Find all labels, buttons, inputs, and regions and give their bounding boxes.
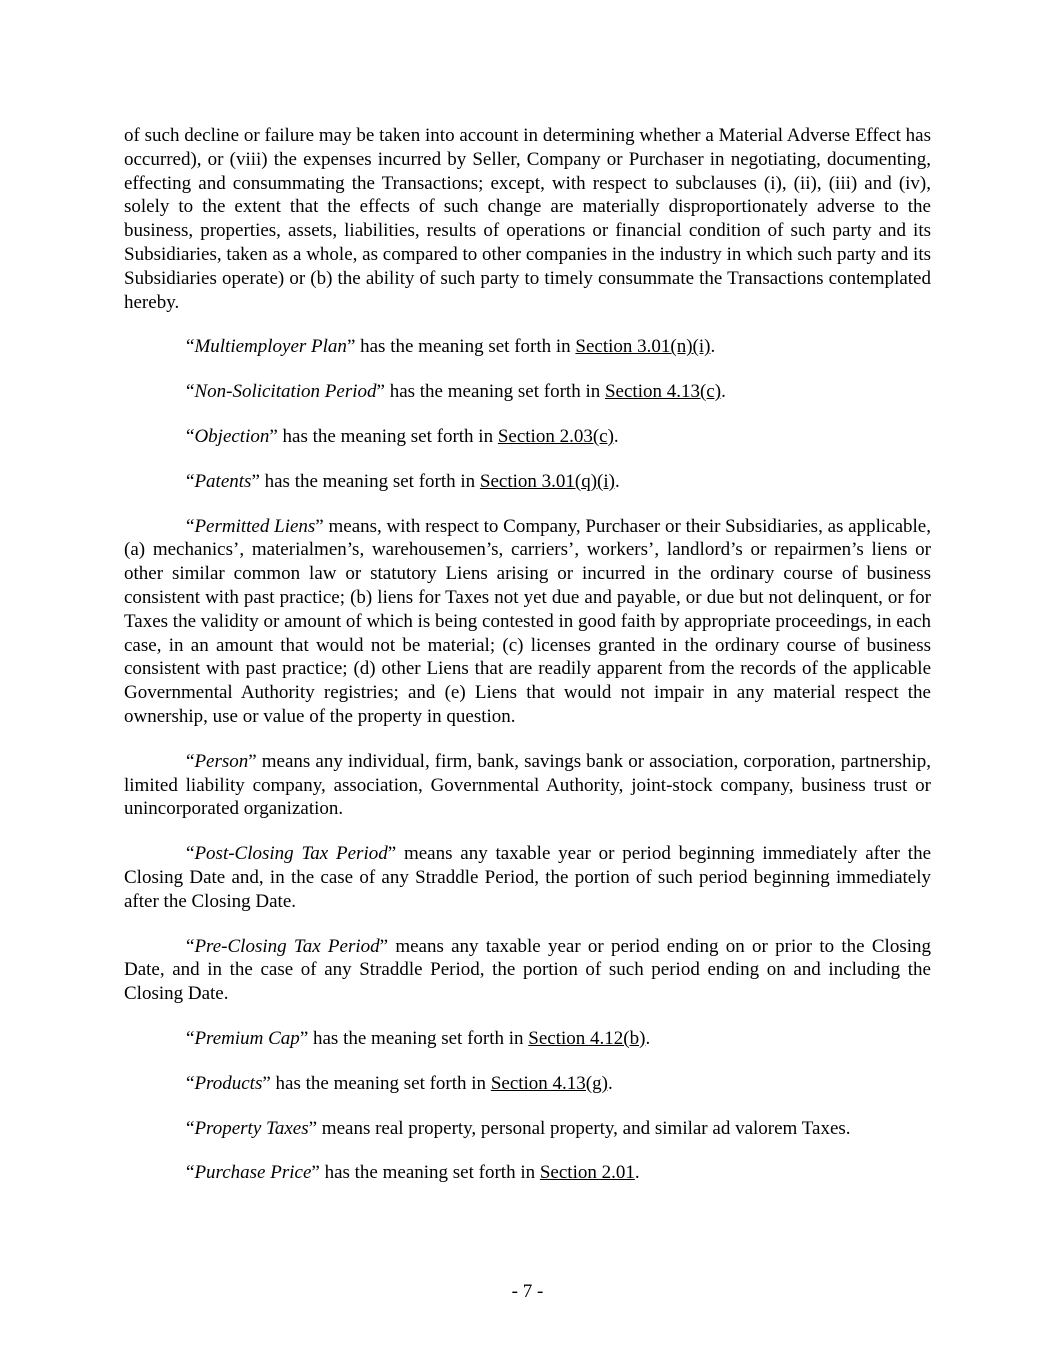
definition-end: .	[710, 336, 716, 358]
definition-text: ” has the meaning set forth in	[299, 1027, 529, 1049]
definition-text: ” has the meaning set forth in	[376, 381, 605, 403]
defined-term: Person	[194, 750, 249, 772]
definition-text: ” has the meaning set forth in	[251, 470, 480, 492]
section-reference-link[interactable]: Section 3.01(n)(i)	[575, 336, 711, 358]
definition-paragraph: “Person” means any individual, firm, bank, savings bank or association, corporation, partnership, limited liability company, association, Governmental Authority, joint-stock company, business trust or unincorporated organization.	[124, 750, 931, 820]
definition-text: ” means, with respect to Company, Purchaser or their Subsidiaries, as applicable, (a) mechanics’, materialmen’s, warehousemen’s, carriers’, workers’, landlord’s or repairmen’s liens or other similar common law or statutory Liens arising or incurred in the ordinary course of business consistent with past practice; (b) liens for Taxes not yet due and payable, or due but not delinquent, or for Taxes the validity or amount of which is being contested in good faith by appropriate proceedings, in each case, in an amount that would not be material; (c) licenses granted in the ordinary course of business consistent with past practice; (d) other Liens that are readily apparent from the records of the applicable Governmental Authority registries; and (e) Liens that would not impair in any material respect the ownership, use or value of the property in question.	[124, 515, 931, 727]
definition-paragraph: “Multiemployer Plan” has the meaning set forth in Section 3.01(n)(i).	[186, 336, 716, 358]
definition-paragraph: “Non-Solicitation Period” has the meaning set forth in Section 4.13(c).	[186, 381, 726, 403]
definition-paragraph: “Permitted Liens” means, with respect to Company, Purchaser or their Subsidiaries, as applicable, (a) mechanics’, materialmen’s, warehousemen’s, carriers’, workers’, landlord’s or repairmen’s liens or other similar common law or statutory Liens arising or incurred in the ordinary course of business consistent with past practice; (b) liens for Taxes not yet due and payable, or due but not delinquent, or for Taxes the validity or amount of which is being contested in good faith by appropriate proceedings, in each case, in an amount that would not be material; (c) licenses granted in the ordinary course of business consistent with past practice; (d) other Liens that are readily apparent from the records of the applicable Governmental Authority registries; and (e) Liens that would not impair in any material respect the ownership, use or value of the property in question.	[124, 515, 931, 727]
section-reference-link[interactable]: Section 4.13(c)	[604, 381, 722, 403]
definition-end: .	[634, 1162, 640, 1184]
defined-term: Non-Solicitation Period	[194, 381, 377, 403]
definition-end: .	[613, 425, 619, 447]
definition-paragraph: “Post-Closing Tax Period” means any taxable year or period beginning immediately after the Closing Date and, in the case of any Straddle Period, the portion of such period beginning immediately after the Closing Date.	[124, 843, 931, 912]
definition-text: ” means any taxable year or period ending on or prior to the Closing Date, and in the case of any Straddle Period, the portion of such period ending on and including the Closing Date.	[124, 935, 931, 1005]
definition-paragraph: “Objection” has the meaning set forth in Section 2.03(c).	[186, 425, 619, 447]
definition-paragraph: “Products” has the meaning set forth in Section 4.13(g).	[186, 1072, 613, 1094]
defined-term: Premium Cap	[194, 1027, 300, 1049]
defined-term: Permitted Liens	[194, 515, 316, 537]
definition-text: ” has the meaning set forth in	[269, 425, 498, 447]
definition-paragraph: “Property Taxes” means real property, personal property, and similar ad valorem Taxes.	[186, 1117, 851, 1139]
defined-term: Post-Closing Tax Period	[194, 843, 388, 865]
definition-text: ” means real property, personal property, and similar ad valorem Taxes.	[308, 1117, 851, 1139]
definition-paragraph: “Premium Cap” has the meaning set forth in Section 4.12(b).	[186, 1027, 651, 1049]
definition-paragraph: “Pre-Closing Tax Period” means any taxable year or period ending on or prior to the Closing Date, and in the case of any Straddle Period, the portion of such period ending on and including the Closing Date.	[124, 935, 931, 1005]
definition-end: .	[721, 381, 726, 403]
defined-term: Property Taxes	[194, 1117, 309, 1139]
definition-end: .	[645, 1027, 651, 1049]
definition-paragraph: “Patents” has the meaning set forth in Section 3.01(q)(i).	[186, 470, 620, 492]
defined-term: Objection	[194, 425, 270, 447]
definition-paragraph: “Purchase Price” has the meaning set forth in Section 2.01.	[186, 1162, 640, 1184]
definition-text: ” has the meaning set forth in	[346, 336, 576, 358]
definition-text: ” has the meaning set forth in	[262, 1072, 491, 1094]
defined-term: Pre-Closing Tax Period	[194, 935, 380, 957]
definition-end: .	[607, 1072, 613, 1094]
section-reference-link[interactable]: Section 4.13(g)	[490, 1072, 608, 1094]
defined-term: Purchase Price	[194, 1162, 312, 1184]
definition-text: ” means any individual, firm, bank, savings bank or association, corporation, partnership, limited liability company, association, Governmental Authority, joint-stock company, business trust or unincorporated organization.	[124, 750, 931, 820]
section-reference-link[interactable]: Section 3.01(q)(i)	[479, 470, 615, 492]
page-number: - 7 -	[511, 1281, 544, 1302]
definition-end: .	[614, 470, 620, 492]
defined-term: Patents	[194, 470, 252, 492]
definitions-list	[124, 335, 931, 1185]
defined-term: Products	[194, 1072, 263, 1094]
defined-term: Multiemployer Plan	[194, 336, 347, 358]
section-reference-link[interactable]: Section 2.03(c)	[497, 425, 614, 447]
section-reference-link[interactable]: Section 4.12(b)	[528, 1027, 646, 1049]
intro-paragraph: of such decline or failure may be taken into account in determining whether a Material Adverse Effect has occurred), or (viii) the expenses incurred by Seller, Company or Purchaser in negotiating, documenting, effecting and consummating the Transactions; except, with respect to subclauses (i), (ii), (iii) and (iv), solely to the extent that the effects of such change are materially disproportionately adverse to the business, properties, assets, liabilities, results of operations or financial condition of such party and its Subsidiaries, taken as a whole, as compared to other companies in the industry in which such party and its Subsidiaries operate) or (b) the ability of such party to timely consummate the Transactions contemplated hereby.	[124, 125, 931, 313]
definition-text: ” means any taxable year or period beginning immediately after the Closing Date and, in the case of any Straddle Period, the portion of such period beginning immediately after the Closing Date.	[124, 843, 931, 912]
document-page	[124, 124, 931, 1206]
section-reference-link[interactable]: Section 2.01	[539, 1162, 635, 1184]
definition-text: ” has the meaning set forth in	[311, 1162, 540, 1184]
